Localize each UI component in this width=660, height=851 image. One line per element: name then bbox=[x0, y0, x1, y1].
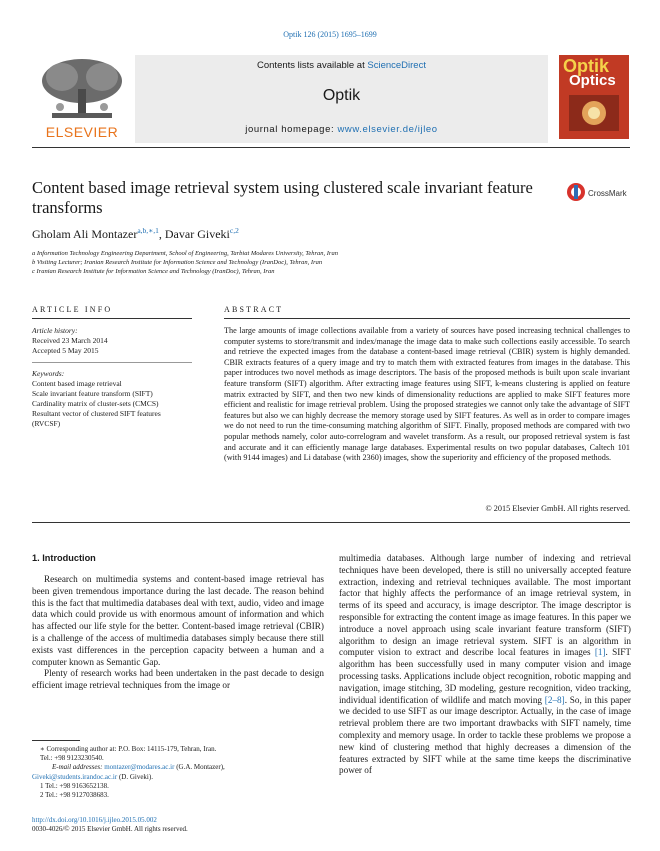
keyword-item: Resultant vector of clustered SIFT features bbox=[32, 409, 161, 418]
homepage-link[interactable]: www.elsevier.de/ijleo bbox=[337, 124, 438, 135]
article-info-heading: ARTICLE INFO bbox=[32, 305, 113, 314]
accepted-date: Accepted 5 May 2015 bbox=[32, 346, 99, 355]
body-right-column bbox=[339, 553, 631, 777]
author-separator: , bbox=[158, 227, 165, 241]
footnote-1: 1 Tel.: +98 9163652138. bbox=[40, 781, 109, 790]
keyword-item: Cardinality matrix of cluster-sets (CMCS) bbox=[32, 399, 159, 408]
elsevier-wordmark: ELSEVIER bbox=[45, 124, 119, 140]
email-label: E-mail addresses: bbox=[52, 763, 105, 772]
journal-cover bbox=[559, 55, 629, 139]
cover-title: Optik bbox=[563, 56, 610, 76]
issn-line: 0030-4026/© 2015 Elsevier GmbH. All rights reserved. bbox=[32, 825, 188, 833]
footnote-rule bbox=[32, 740, 80, 741]
header-rule bbox=[32, 147, 630, 148]
body-paragraph: Research on multimedia systems and content-based image retrieval has been given tremendous importance during the last decade. The reason behind this is the fact that multimedia databases deal with text, audio, video and image data which could provide us with enormous amount of information and which has affected our life style for the better. Content-based image retrieval (CBIR) is a challenge of the access of multimedia databases simply because there still exists vast differences in the perception capacity between a human and a computer known as Semantic Gap. bbox=[32, 574, 324, 667]
keywords-block bbox=[32, 369, 192, 429]
body-text: . So, in this paper we decided to use SIFT as our image descriptor. Actually, in the case of image retrieval problem there are two important drawbacks with SIFT namely, time complexity and memory usage. In order to tackle these problems we propose a new kind of clustering method that highly decreases a dimension of the features extracted by SIFT while at the same time keeps the discriminative power of bbox=[339, 694, 631, 776]
email-line-2 bbox=[32, 773, 324, 782]
author-line bbox=[32, 226, 239, 242]
crossmark-badge[interactable] bbox=[566, 181, 630, 203]
section-heading-introduction: 1. Introduction bbox=[32, 553, 96, 563]
homepage-line bbox=[135, 124, 548, 135]
article-info-rule bbox=[32, 318, 192, 319]
contents-prefix: Contents lists available at bbox=[257, 60, 368, 71]
keyword-item: Scale invariant feature transform (SIFT) bbox=[32, 389, 153, 398]
author-giveki: Davar Giveki bbox=[164, 227, 230, 241]
email-link-giveki[interactable]: Giveki@students.irandoc.ac.ir bbox=[32, 772, 118, 781]
abstract-heading: ABSTRACT bbox=[224, 305, 284, 314]
journal-citation[interactable]: Optik 126 (2015) 1695–1699 bbox=[283, 30, 377, 39]
body-left-column bbox=[32, 574, 324, 692]
paper-title: Content based image retrieval system using clustered scale invariant feature transforms bbox=[32, 178, 533, 217]
received-date: Received 23 March 2014 bbox=[32, 336, 108, 345]
cover-art-image bbox=[569, 95, 619, 131]
abstract-text: The large amounts of image collections available from a variety of sources have posed increasing technical challenges to computer systems to store/transmit and index/manage the image data to make such collections easily accessible. To search and retrieve the expected images from the database a content-based image retrieval (CBIR) system is highly demanded. CBIR extracts features of a query image and try to match them with extracted features from images in the database. This paper introduces two novel methods as image descriptors. The basis of the proposed methods is built upon scale invariant feature transform (SIFT) algorithm. After extracting image features using SIFT, k-means clustering is applied on feature matrix extracted by SIFT, and then two new kinds of dimensionality reductions are applied to make SIFT features more efficient and realistic for image retrieval problem. Using the proposed strategies we cannot only take the advantage of SIFT features but also we can highly decrease the memory storage used by SIFT features. As well as in order to compare images we do not need to run the time-consuming matching algorithm of SIFT. Finally, proposed methods are compared with two popular methods namely, color auto-correlogram and wavelet transform. As a result, our proposed retrieval system is fast and accurate and it can efficiently manage large databases. Experimental results on two popular databases, Caltech 101 (with 9144 images) and Li database (with 2360) images, show the superiority and efficiency of the proposed methods. bbox=[224, 326, 630, 463]
abstract-rule bbox=[224, 318, 630, 319]
abstract-bottom-rule bbox=[32, 522, 630, 523]
abstract-copyright: © 2015 Elsevier GmbH. All rights reserved. bbox=[485, 504, 630, 513]
body-text: . SIFT algorithm has been successfully used in many computer vision and image processing tasks. Applications include object recognition, robotic mapping and navigation, image stitching, 3D modeling, gesture recognition, video tracking, individual identification of wildlife and match moving bbox=[339, 647, 631, 705]
page-footer bbox=[32, 816, 324, 834]
keywords-label: Keywords: bbox=[32, 369, 65, 378]
body-text: multimedia databases. Although large number of indexing and retrieval techniques have been developed, there is still no universally accepted feature extraction, indexing and retrieval techniques available. The most important factor that highly affects the performance of an image retrieval system, in terms of its speed and accuracy, is image descriptor. The image descriptor is responsible for extracting the content image as image features. In this paper we introduce a novel approach using scale invariant feature transform (SIFT) algorithm to design an image retrieval system. SIFT is an algorithm in computer vision to extract and describe local features in images bbox=[339, 553, 631, 658]
footnote-2: 2 Tel.: +98 9127038683. bbox=[40, 791, 109, 800]
crossmark-label: CrossMark bbox=[588, 189, 627, 198]
body-paragraph bbox=[339, 553, 631, 777]
reference-link[interactable]: [2–8] bbox=[544, 694, 565, 705]
corresponding-tel: Tel.: +98 9123230540. bbox=[40, 754, 104, 763]
author2-marks[interactable]: c,2 bbox=[229, 226, 239, 235]
journal-name: Optik bbox=[322, 87, 361, 104]
affiliation-b: b Visiting Lecturer; Iranian Research Institute for Information Science and Technology (IranDoc), Tehran, Iran bbox=[32, 259, 323, 266]
author-montazer: Gholam Ali Montazer bbox=[32, 227, 138, 241]
footnotes bbox=[32, 745, 324, 800]
keyword-item: (RVCSF) bbox=[32, 419, 61, 428]
affiliation-a: a Information Technology Engineering Department, School of Engineering, Tarbiat Modares University, Tehran, Iran bbox=[32, 250, 338, 257]
article-history bbox=[32, 326, 192, 356]
keyword-item: Content based image retrieval bbox=[32, 379, 122, 388]
corresponding-author-note: ∗ Corresponding author at: P.O. Box: 14115-179, Tehran, Iran. bbox=[40, 745, 217, 753]
sciencedirect-link[interactable]: ScienceDirect bbox=[367, 60, 426, 71]
cover-subtitle: Optics bbox=[569, 72, 616, 89]
body-paragraph: Plenty of research works had been undertaken in the past decade to design efficient image retrieval techniques from the image or bbox=[32, 668, 324, 691]
email-line bbox=[32, 763, 324, 772]
email-link-montazer[interactable]: montazer@modares.ac.ir bbox=[104, 763, 175, 772]
homepage-prefix: journal homepage: bbox=[245, 124, 338, 135]
affiliation-c: c Iranian Research Institute for Information Science and Technology (IranDoc), Tehran, Iran bbox=[32, 268, 275, 275]
email2-owner: (D. Giveki). bbox=[117, 772, 153, 781]
reference-link[interactable]: [1] bbox=[594, 647, 606, 658]
info-divider bbox=[32, 362, 192, 363]
author1-marks[interactable]: a,b,∗,1 bbox=[137, 226, 159, 235]
contents-line bbox=[135, 60, 548, 71]
doi-link[interactable]: http://dx.doi.org/10.1016/j.ijleo.2015.05.002 bbox=[32, 816, 157, 824]
email1-owner: (G.A. Montazer), bbox=[174, 763, 225, 772]
history-label: Article history: bbox=[32, 326, 78, 335]
